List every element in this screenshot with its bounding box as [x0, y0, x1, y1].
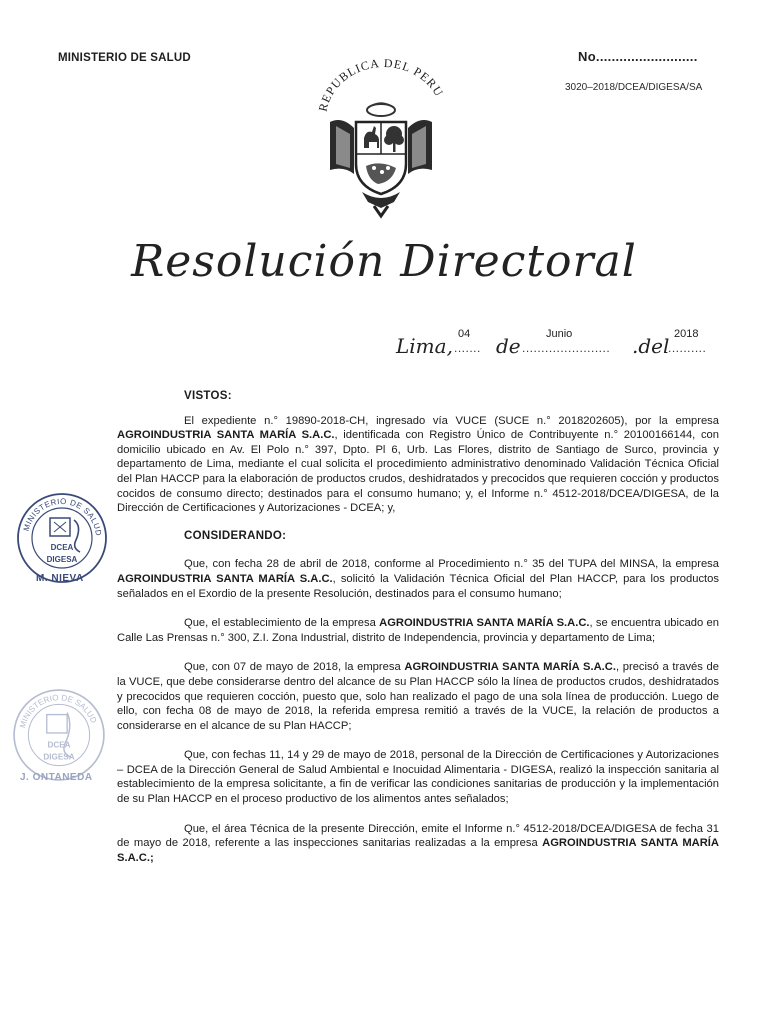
- dateline-month: Junio: [546, 328, 573, 340]
- considerando-paragraph-3: Que, con 07 de mayo de 2018, la empresa AGROINDUSTRIA SANTA MARÍA S.A.C., precisó a través de la VUCE, que debe considerarse dentro del alcance de su Plan HACCP sólo la línea de productos crudos, deshidratados y precocidos que requieren cocción, puesto que, solo han realizado el pago de una sola línea de producción. Luego de ello, con fecha 08 de mayo de 2018, la referida empresa remitió a través de la VUCE, la relación de productos a considerarse en el alcance de su Plan HACCP;: [117, 661, 719, 732]
- considerando-paragraph-1: Que, con fecha 28 de abril de 2018, conforme al Procedimiento n.° 35 del TUPA del MINSA, la empresa AGROINDUSTRIA SANTA MARÍA S.A.C., solicitó la Validación Técnica Oficial del Plan HACCP, para los productos señalados en el Exordio de la presente Resolución, destinados para el consumo humano;: [117, 558, 719, 600]
- dateline-day: 04: [458, 328, 471, 340]
- vistos-heading: VISTOS:: [184, 390, 232, 402]
- official-stamp-icon: [14, 490, 110, 586]
- dateline: [396, 328, 716, 362]
- stamp-signatory-1: M. NIEVA: [36, 573, 84, 584]
- company-name: AGROINDUSTRIA SANTA MARÍA S.A.C.: [117, 429, 335, 442]
- coat-of-arms-icon: [308, 56, 454, 222]
- svg-text:DIGESA: DIGESA: [43, 752, 75, 762]
- vistos-paragraph: El expediente n.° 19890-2018-CH, ingresado vía VUCE (SUCE n.° 2018202605), por la empresa AGROINDUSTRIA SANTA MARÍA S.A.C., identificada con Registro Único de Contribuyente n.° 20100166144, con domicilio ubicado en Av. El Polo n.° 397, Dpto. Pl 6, Urb. Las Flores, distrito de Santiago de Surco, provincia y departamento de Lima, mediante el cual solicita el procedimiento administrativo denominado Validación Técnica Oficial del Plan HACCP para la elaboración de productos crudos, deshidratados y precocidos que requieren cocción y productos cocidos de consumo directo; destinados para el consumo humano; y, el Informe n.° 4512-2018/DCEA/DIGESA, de la Dirección de Certificaciones y Autorizaciones - DCEA; y,: [117, 414, 719, 515]
- company-name: AGROINDUSTRIA SANTA MARÍA S.A.C.;: [117, 837, 719, 864]
- company-name: AGROINDUSTRIA SANTA MARÍA S.A.C.: [117, 572, 333, 585]
- svg-text:DCEA: DCEA: [50, 543, 74, 552]
- company-name: AGROINDUSTRIA SANTA MARÍA S.A.C.: [404, 661, 616, 674]
- dateline-dots-day: .......: [454, 341, 481, 355]
- resolution-number-field: No..........................: [578, 49, 698, 64]
- svg-text:MINISTERIO DE SALUD: MINISTERIO DE SALUD: [18, 693, 99, 730]
- stamp-signatory-2: J. ONTANEDA: [20, 772, 93, 783]
- document-title: Resolución Directoral: [131, 236, 637, 287]
- ministry-name: MINISTERIO DE SALUD: [58, 52, 191, 64]
- document-body: [117, 389, 719, 876]
- considerando-paragraph-2: Que, el establecimiento de la empresa AGROINDUSTRIA SANTA MARÍA S.A.C., se encuentra ubicado en Calle Las Prensas n.° 300, Z.I. Zona Industrial, distrito de Independencia, provincia y departamento de Lima;: [117, 617, 719, 644]
- company-name: AGROINDUSTRIA SANTA MARÍA S.A.C.: [379, 617, 590, 630]
- considerando-heading: CONSIDERANDO:: [184, 529, 287, 542]
- considerando-paragraph-4: Que, con fechas 11, 14 y 29 de mayo de 2018, personal de la Dirección de Certificaciones y Autorizaciones – DCEA de la Dirección General de Salud Ambiental e Inocuidad Alimentaria - DIGESA, realizó la inspección sanitaria al establecimiento de la empresa solicitante, a fin de verificar las condiciones sanitarias de producción y la implementación de su Plan HACCP en el proceso productivo de los alimentos antes señalados;: [117, 749, 719, 806]
- svg-text:DIGESA: DIGESA: [46, 555, 78, 564]
- dateline-dots-year: ..........: [668, 341, 707, 355]
- dateline-del: .del: [632, 334, 670, 358]
- dateline-dots-month: .......................: [522, 341, 611, 355]
- seal-text: REPUBLICA DEL PERU: [315, 56, 447, 113]
- dateline-de: de: [496, 334, 521, 358]
- dateline-city: Lima,: [396, 334, 453, 358]
- considerando-paragraph-5: Que, el área Técnica de la presente Dirección, emite el Informe n.° 4512-2018/DCEA/DIGESA de fecha 31 de mayo de 2018, referente a las inspecciones sanitarias realizadas a la empresa AGROINDUSTRIA SANTA MARÍA S.A.C.;: [117, 822, 719, 864]
- svg-text:DCEA: DCEA: [47, 740, 71, 750]
- official-stamp-faded-icon: [10, 686, 108, 784]
- svg-text:MINISTERIO DE SALUD: MINISTERIO DE SALUD: [21, 496, 104, 537]
- reference-code: 3020–2018/DCEA/DIGESA/SA: [565, 82, 703, 93]
- dateline-year: 2018: [674, 328, 699, 340]
